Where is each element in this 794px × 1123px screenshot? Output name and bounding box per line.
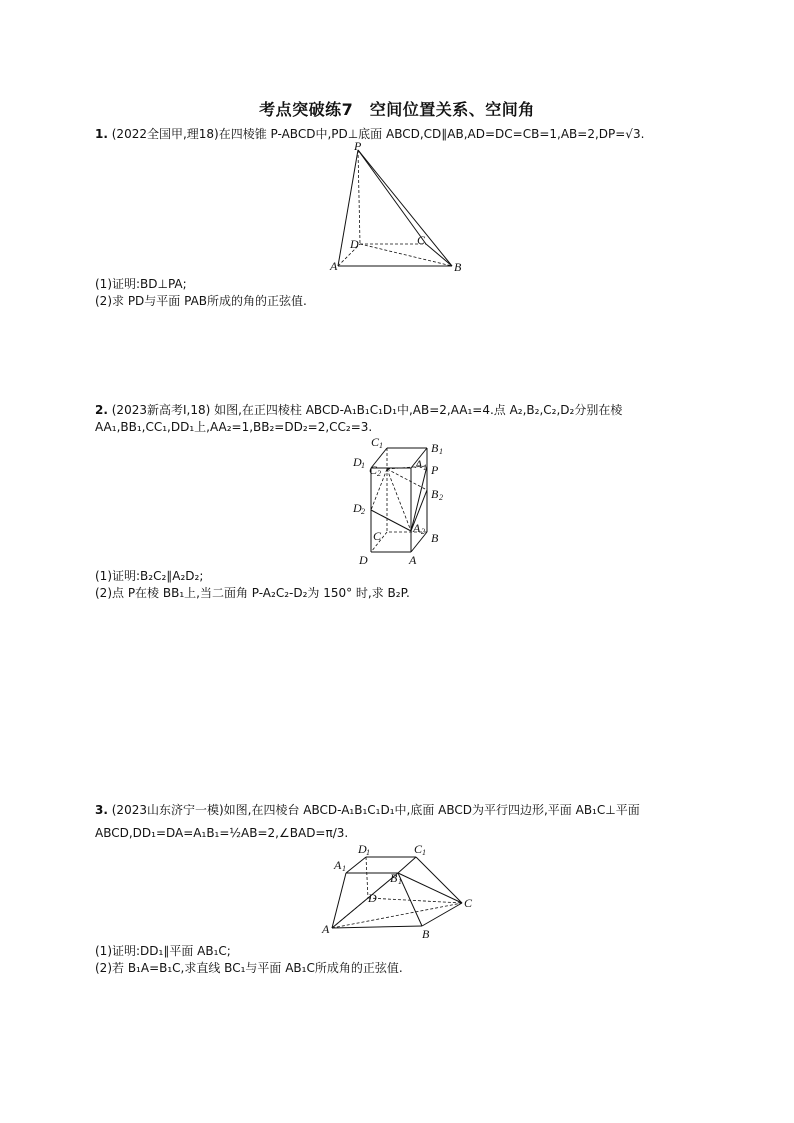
edge-PC — [358, 150, 426, 244]
label-B1: B — [431, 441, 439, 455]
label-D: D — [368, 891, 377, 905]
label-D1: D — [358, 842, 367, 856]
question-3-part-2: (2)若 B₁A=B₁C,求直线 BC₁与平面 AB₁C所成角的正弦值. — [95, 961, 403, 975]
question-1-part-1: (1)证明:BD⊥PA; — [95, 277, 187, 291]
label-P: P — [354, 139, 362, 153]
svg-text:1: 1 — [423, 463, 427, 472]
label-C1: C — [414, 842, 423, 856]
label-A2: A — [413, 521, 421, 535]
question-1-part-2: (2)求 PD与平面 PAB所成的角的正弦值. — [95, 294, 307, 308]
label-A1: A — [334, 858, 342, 872]
label-A: A — [409, 553, 417, 567]
label-C: C — [373, 529, 382, 543]
svg-text:1: 1 — [361, 461, 365, 470]
question-3-figure — [318, 840, 478, 944]
question-3-stem-line-2: ABCD,DD₁=DA=A₁B₁=½AB=2,∠BAD=π/3. — [95, 826, 349, 840]
svg-text:2: 2 — [421, 527, 425, 536]
label-C2: C — [369, 463, 378, 477]
question-2-stem-line-1 — [95, 402, 622, 418]
question-1-text: (2022全国甲,理18)在四棱锥 P-ABCD中,PD⊥底面 ABCD,CD∥AB,AD=DC=CB=1,AB=2,DP=√3. — [111, 127, 645, 141]
label-C1: C — [371, 435, 380, 449]
question-2-text: (2023新高考Ⅰ,18) 如图,在正四棱柱 ABCD-A₁B₁C₁D₁中,AB=2,AA₁=4.点 A₂,B₂,C₂,D₂分别在棱 — [111, 403, 623, 417]
svg-text:1: 1 — [422, 848, 426, 857]
label-D2: D — [353, 501, 362, 515]
label-P: P — [431, 463, 439, 477]
svg-text:2: 2 — [377, 469, 381, 478]
question-2-stem-line-2: AA₁,BB₁,CC₁,DD₁上,AA₂=1,BB₂=DD₂=2,CC₂=3. — [95, 420, 373, 434]
label-A: A — [322, 922, 330, 936]
svg-text:1: 1 — [366, 848, 370, 857]
label-D: D — [350, 237, 359, 251]
question-3-stem-line-1 — [95, 802, 640, 818]
svg-text:1: 1 — [439, 447, 443, 456]
label-B: B — [454, 260, 462, 274]
question-2-figure — [345, 434, 455, 570]
page-title: 考点突破练7 空间位置关系、空间角 — [259, 100, 535, 119]
edge-PB — [358, 150, 452, 266]
label-B1: B — [390, 871, 398, 885]
question-3-text: (2023山东济宁一模)如图,在四棱台 ABCD-A₁B₁C₁D₁中,底面 ABCD为平行四边形,平面 AB₁C⊥平面 — [111, 803, 640, 817]
question-2-part-1: (1)证明:B₂C₂∥A₂D₂; — [95, 569, 204, 583]
question-2-part-2: (2)点 P在棱 BB₁上,当二面角 P-A₂C₂-D₂为 150° 时,求 B₂P. — [95, 586, 410, 600]
label-B: B — [422, 927, 430, 941]
svg-text:1: 1 — [342, 864, 346, 873]
label-A: A — [330, 259, 338, 273]
svg-text:2: 2 — [439, 493, 443, 502]
svg-text:1: 1 — [398, 877, 402, 886]
label-A1: A — [415, 457, 423, 471]
label-C: C — [464, 896, 473, 910]
question-3-part-1: (1)证明:DD₁∥平面 AB₁C; — [95, 944, 231, 958]
edge-DB — [360, 244, 452, 266]
edge-PD — [358, 150, 360, 244]
svg-text:2: 2 — [361, 507, 365, 516]
svg-text:1: 1 — [379, 441, 383, 450]
question-1-number: 1. — [95, 127, 108, 141]
label-D1: D — [353, 455, 362, 469]
label-D: D — [359, 553, 368, 567]
label-B2: B — [431, 487, 439, 501]
label-B: B — [431, 531, 439, 545]
label-C: C — [417, 233, 426, 247]
question-2-number: 2. — [95, 403, 108, 417]
question-3-number: 3. — [95, 803, 108, 817]
question-1-figure — [320, 138, 470, 278]
